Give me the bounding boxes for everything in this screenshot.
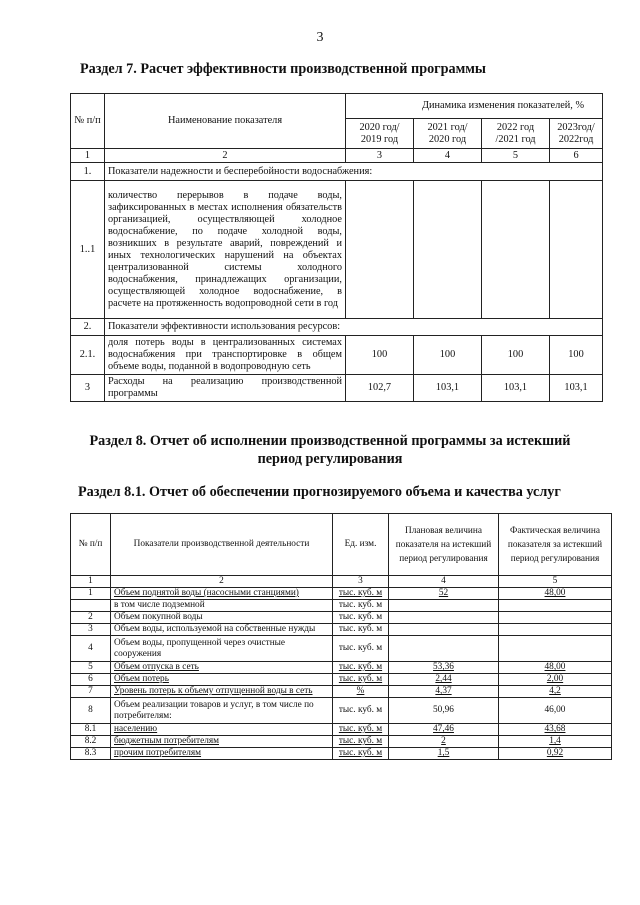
table-row (71, 624, 612, 636)
row-num: 1. (71, 163, 105, 181)
row-fact: 4,2 (499, 686, 612, 698)
col-number: 5 (482, 149, 550, 163)
col-number: 2 (111, 576, 333, 588)
table-row (71, 636, 612, 662)
row-name: в том числе подземной (111, 600, 333, 612)
col-number: 3 (333, 576, 389, 588)
row-name: бюджетным потребителям (111, 736, 333, 748)
row-name: Объем отпуска в сеть (111, 662, 333, 674)
row-name: Показатели эффективности использования ресурсов: (105, 319, 603, 336)
section-8-1-title: Раздел 8.1. Отчет об обеспечении прогнозируемого объема и качества услуг (78, 484, 561, 500)
row-name: Объем воды, пропущенной через очистные сооружения (111, 636, 333, 662)
row-unit: тыс. куб. м (333, 662, 389, 674)
col-number: 4 (389, 576, 499, 588)
row-fact (499, 612, 612, 624)
table-row (71, 736, 612, 748)
col-number: 6 (550, 149, 603, 163)
row-fact: 48,00 (499, 662, 612, 674)
table-row (71, 375, 603, 402)
row-num (71, 600, 111, 612)
row-plan: 1,5 (389, 748, 499, 760)
table-row (71, 336, 603, 375)
row-num: 2. (71, 319, 105, 336)
row-num: 8.3 (71, 748, 111, 760)
section-8-title: Раздел 8. Отчет об исполнении производственной программы за истекший период регулирования (89, 433, 571, 467)
row-value (414, 181, 482, 319)
row-plan: 47,46 (389, 724, 499, 736)
header-name: Наименование показателя (105, 94, 346, 149)
table-row (71, 600, 612, 612)
row-plan (389, 600, 499, 612)
row-value (346, 181, 414, 319)
row-unit: тыс. куб. м (333, 724, 389, 736)
row-fact (499, 600, 612, 612)
header-period: 2021 год/ 2020 год (414, 119, 482, 149)
row-num: 8 (71, 698, 111, 724)
table-row (71, 662, 612, 674)
row-plan: 52 (389, 588, 499, 600)
efficiency-table (70, 93, 603, 402)
row-name: прочим потребителям (111, 748, 333, 760)
header-fact: Фактическая величина показателя за истекший период регулирования (499, 514, 612, 576)
page-number: 3 (316, 30, 324, 45)
row-value (482, 181, 550, 319)
table-row (71, 748, 612, 760)
row-fact (499, 624, 612, 636)
row-unit: тыс. куб. м (333, 588, 389, 600)
row-unit: тыс. куб. м (333, 698, 389, 724)
row-num: 5 (71, 662, 111, 674)
row-name: Показатели надежности и бесперебойности водоснабжения: (105, 163, 603, 181)
row-num: 8.2 (71, 736, 111, 748)
table-row (71, 698, 612, 724)
col-number: 2 (105, 149, 346, 163)
row-name: Объем реализации товаров и услуг, в том числе по потребителям: (111, 698, 333, 724)
header-plan: Плановая величина показателя на истекший период регулирования (389, 514, 499, 576)
row-value: 103,1 (482, 375, 550, 402)
row-num: 8.1 (71, 724, 111, 736)
header-num: № п/п (71, 514, 111, 576)
header-period: 2023год/ 2022год (550, 119, 603, 149)
service-volume-table (70, 513, 612, 760)
row-unit: тыс. куб. м (333, 624, 389, 636)
header-row (71, 94, 603, 119)
row-plan (389, 636, 499, 662)
row-fact (499, 636, 612, 662)
row-value: 103,1 (550, 375, 603, 402)
table-row (71, 724, 612, 736)
row-value: 102,7 (346, 375, 414, 402)
table-row (71, 674, 612, 686)
header-period: 2022 год /2021 год (482, 119, 550, 149)
header-unit: Ед. изм. (333, 514, 389, 576)
row-num: 6 (71, 674, 111, 686)
row-name: Расходы на реализацию производственной программы (105, 375, 346, 402)
header-name: Показатели производственной деятельности (111, 514, 333, 576)
row-fact: 46,00 (499, 698, 612, 724)
row-name: доля потерь воды в централизованных системах водоснабжения при транспортировке в общем объеме воды, поданной в водопроводную сеть (105, 336, 346, 375)
column-number-row (71, 576, 612, 588)
row-num: 2 (71, 612, 111, 624)
col-number: 3 (346, 149, 414, 163)
row-unit: тыс. куб. м (333, 612, 389, 624)
row-fact: 48,00 (499, 588, 612, 600)
row-num: 1..1 (71, 181, 105, 319)
row-name: Уровень потерь к объему отпущенной воды в сеть (111, 686, 333, 698)
row-unit: % (333, 686, 389, 698)
row-name: Объем воды, используемой на собственные нужды (111, 624, 333, 636)
row-fact: 0,92 (499, 748, 612, 760)
header-period: 2020 год/ 2019 год (346, 119, 414, 149)
col-number: 4 (414, 149, 482, 163)
row-unit: тыс. куб. м (333, 674, 389, 686)
row-unit: тыс. куб. м (333, 600, 389, 612)
table-row (71, 181, 603, 319)
row-plan: 2 (389, 736, 499, 748)
section-7-title: Раздел 7. Расчет эффективности производственной программы (80, 61, 487, 77)
row-name: населению (111, 724, 333, 736)
col-number: 1 (71, 576, 111, 588)
table-row (71, 686, 612, 698)
header-num: № п/п (71, 94, 105, 149)
row-unit: тыс. куб. м (333, 636, 389, 662)
col-number: 1 (71, 149, 105, 163)
header-row (71, 514, 612, 576)
row-name: Объем покупной воды (111, 612, 333, 624)
row-fact: 43,68 (499, 724, 612, 736)
row-value: 100 (414, 336, 482, 375)
column-number-row (71, 149, 603, 163)
row-plan (389, 612, 499, 624)
row-plan (389, 624, 499, 636)
table-row (71, 319, 603, 336)
row-fact: 2,00 (499, 674, 612, 686)
row-num: 1 (71, 588, 111, 600)
row-num: 2.1. (71, 336, 105, 375)
row-plan: 2,44 (389, 674, 499, 686)
row-num: 3 (71, 375, 105, 402)
row-fact: 1,4 (499, 736, 612, 748)
row-value: 100 (482, 336, 550, 375)
table-row (71, 612, 612, 624)
row-name: количество перерывов в подаче воды, зафиксированных в местах исполнения обязательств организацией, осуществляющей холодное водоснабжение, по подаче холодной воды, возникших в результате аварий, повреждений и иных технологических нарушений на объектах централизованной системы холодного водоснабжения, принадлежащих организации, осуществляющей холодное водоснабжение, в расчете на протяженность водопроводной сети в год (105, 181, 346, 319)
row-num: 7 (71, 686, 111, 698)
row-unit: тыс. куб. м (333, 748, 389, 760)
table-row (71, 163, 603, 181)
row-unit: тыс. куб. м (333, 736, 389, 748)
row-value (550, 181, 603, 319)
header-dynamics: Динамика изменения показателей, % (346, 94, 603, 119)
row-plan: 50,96 (389, 698, 499, 724)
row-plan: 4,37 (389, 686, 499, 698)
row-name: Объем потерь (111, 674, 333, 686)
row-num: 3 (71, 624, 111, 636)
row-plan: 53,36 (389, 662, 499, 674)
row-name: Объем поднятой воды (насосными станциями) (111, 588, 333, 600)
row-value: 100 (550, 336, 603, 375)
row-value: 100 (346, 336, 414, 375)
table-row (71, 588, 612, 600)
row-value: 103,1 (414, 375, 482, 402)
col-number: 5 (499, 576, 612, 588)
row-num: 4 (71, 636, 111, 662)
